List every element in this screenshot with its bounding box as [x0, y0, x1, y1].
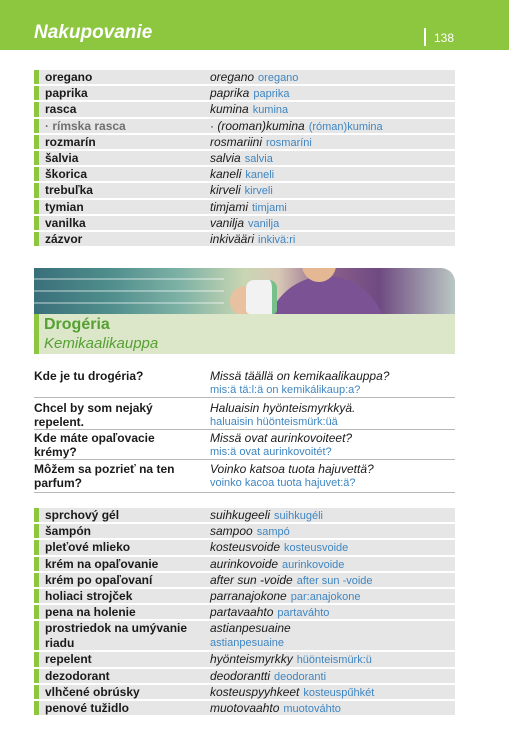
slovak-term: holiaci strojček — [45, 588, 133, 603]
finnish-translation: aurinkovoide — [210, 556, 279, 571]
finnish-translation: suihkugeeli — [210, 508, 271, 522]
table-row — [34, 605, 455, 619]
pronunciation: salvia — [244, 152, 273, 165]
table-row — [34, 119, 455, 133]
slovak-term: zázvor — [45, 231, 83, 246]
table-row — [34, 540, 455, 554]
page-number: 138 — [434, 31, 455, 45]
finnish-translation: kosteuspyyhkeet — [210, 684, 300, 699]
slovak-term: pena na holenie — [45, 605, 136, 620]
slovak-term: rozmarín — [45, 134, 96, 149]
slovak-term: penové tužidlo — [45, 700, 129, 715]
pronunciation: kumina — [252, 104, 289, 117]
shelf-image — [34, 268, 224, 314]
slovak-term: škorica — [45, 167, 88, 182]
table-row — [34, 621, 455, 650]
phrase-row — [34, 370, 455, 398]
table-row — [34, 151, 455, 165]
table-row — [34, 524, 455, 538]
drugstore-photo — [34, 268, 455, 314]
finnish-translation: partavaahto — [210, 605, 274, 620]
pronunciation: mis:ä tä:l:ä on kemikálikaup:a? — [210, 383, 361, 396]
slovak-phrase: Môžem sa pozrieť na ten parfum? — [34, 462, 175, 490]
finnish-phrase: Missä ovat aurinkovoiteet? — [210, 431, 353, 445]
finnish-translation: kaneli — [210, 167, 242, 182]
slovak-term: šampón — [45, 524, 92, 539]
pronunciation: sampó — [256, 526, 290, 539]
slovak-phrase: Kde je tu drogéria? — [34, 369, 144, 383]
slovak-term: vanilka — [45, 215, 86, 230]
section-subtitle: Kemikaalikauppa — [44, 335, 159, 352]
finnish-translation: deodorantti — [210, 668, 271, 683]
pronunciation: haluaisin hüönteismürk:üä — [210, 415, 338, 428]
slovak-term: rasca — [45, 102, 77, 117]
finnish-translation: muotovaahto — [210, 700, 280, 715]
slovak-term: trebuľka — [45, 183, 93, 198]
table-row — [34, 652, 455, 666]
pronunciation: vanilja — [248, 217, 280, 230]
finnish-translation: kumina — [210, 102, 249, 117]
pronunciation: muotováhto — [283, 702, 341, 715]
finnish-translation: oregano — [210, 70, 255, 84]
table-row — [34, 557, 455, 571]
finnish-translation: kirveli — [210, 183, 241, 198]
slovak-phrase: Chcel by som nejaký repelent. — [34, 401, 153, 429]
finnish-phrase: Haluaisin hyönteismyrkkyä. — [210, 401, 356, 415]
table-row — [34, 167, 455, 181]
pronunciation: mis:ä ovat aurinkovoitét? — [210, 445, 332, 458]
table-row — [34, 685, 455, 699]
slovak-term: · rímska rasca — [45, 118, 126, 133]
finnish-translation: vanilja — [210, 215, 245, 230]
phrase-row — [34, 402, 455, 430]
header-divider — [424, 28, 426, 46]
finnish-translation: inkivääri — [210, 231, 255, 246]
slovak-term: vlhčené obrúsky — [45, 684, 140, 699]
pronunciation: paprika — [253, 88, 290, 101]
finnish-translation: sampoo — [210, 524, 253, 539]
finnish-phrase: Voinko katsoa tuota hajuvettä? — [210, 462, 374, 476]
bottle-image — [246, 280, 277, 314]
shopper-image — [266, 276, 386, 314]
finnish-translation: hyönteismyrkky — [210, 652, 293, 667]
slovak-term: oregano — [45, 70, 93, 84]
finnish-translation: · (rooman)kumina — [210, 118, 305, 133]
table-row — [34, 232, 455, 246]
pronunciation: rosmaríni — [266, 136, 312, 149]
table-row — [34, 102, 455, 116]
pronunciation: oregano — [258, 72, 299, 84]
pronunciation: kirveli — [244, 185, 273, 198]
finnish-translation: timjami — [210, 199, 248, 214]
pronunciation: hüönteismürk:ü — [296, 654, 372, 667]
finnish-phrase: Missä täällä on kemikaalikauppa? — [210, 369, 390, 383]
pronunciation: astianpesuaine — [210, 636, 285, 649]
pronunciation: suihkugéli — [274, 510, 323, 522]
pronunciation: par:anajokone — [290, 590, 361, 603]
finnish-translation: paprika — [210, 86, 250, 101]
table-row — [34, 86, 455, 100]
pronunciation: partaváhto — [277, 607, 330, 620]
table-row — [34, 183, 455, 197]
pronunciation: aurinkovoide — [282, 558, 345, 571]
slovak-phrase: Kde máte opaľovacie krémy? — [34, 431, 155, 459]
pronunciation: (róman)kumina — [308, 120, 383, 133]
chapter-title: Nakupovanie — [34, 22, 153, 43]
phrase-row — [34, 432, 455, 460]
slovak-term: paprika — [45, 86, 88, 101]
finnish-translation: astianpesuaine — [210, 621, 291, 636]
pronunciation: kaneli — [245, 169, 275, 182]
page-header — [0, 0, 509, 50]
section-header — [34, 314, 455, 354]
pronunciation: timjami — [252, 201, 287, 214]
pronunciation: inkivä:ri — [258, 233, 296, 246]
table-row — [34, 508, 455, 522]
finnish-translation: salvia — [210, 150, 241, 165]
finnish-translation: parranajokone — [210, 588, 287, 603]
slovak-term: sprchový gél — [45, 508, 120, 522]
slovak-term: krém po opaľovaní — [45, 572, 153, 587]
pronunciation: after sun -voide — [296, 574, 373, 587]
finnish-translation: rosmariini — [210, 134, 263, 149]
table-row — [34, 573, 455, 587]
slovak-term: tymian — [45, 199, 84, 214]
finnish-translation: kosteusvoide — [210, 540, 281, 555]
pronunciation: kosteuspűhkét — [303, 686, 375, 699]
table-row — [34, 70, 455, 84]
pronunciation: kosteusvoide — [284, 542, 349, 555]
phrase-row — [34, 463, 455, 493]
slovak-term: šalvia — [45, 150, 79, 165]
pronunciation: deodoranti — [274, 670, 327, 683]
slovak-term: repelent — [45, 652, 92, 667]
spices-table — [34, 70, 455, 248]
section-title: Drogéria — [44, 316, 110, 333]
products-table — [34, 508, 455, 717]
slovak-term: dezodorant — [45, 668, 110, 683]
slovak-term: pleťové mlieko — [45, 540, 131, 555]
slovak-term: krém na opaľovanie — [45, 556, 159, 571]
table-row — [34, 200, 455, 214]
table-row — [34, 589, 455, 603]
slovak-term: prostriedok na umývanie riadu — [45, 621, 188, 650]
table-row — [34, 669, 455, 683]
table-row — [34, 216, 455, 230]
table-row — [34, 135, 455, 149]
table-row — [34, 701, 455, 715]
pronunciation: voinko kacoa tuota hajuvet:ä? — [210, 476, 356, 489]
finnish-translation: after sun -voide — [210, 572, 293, 587]
